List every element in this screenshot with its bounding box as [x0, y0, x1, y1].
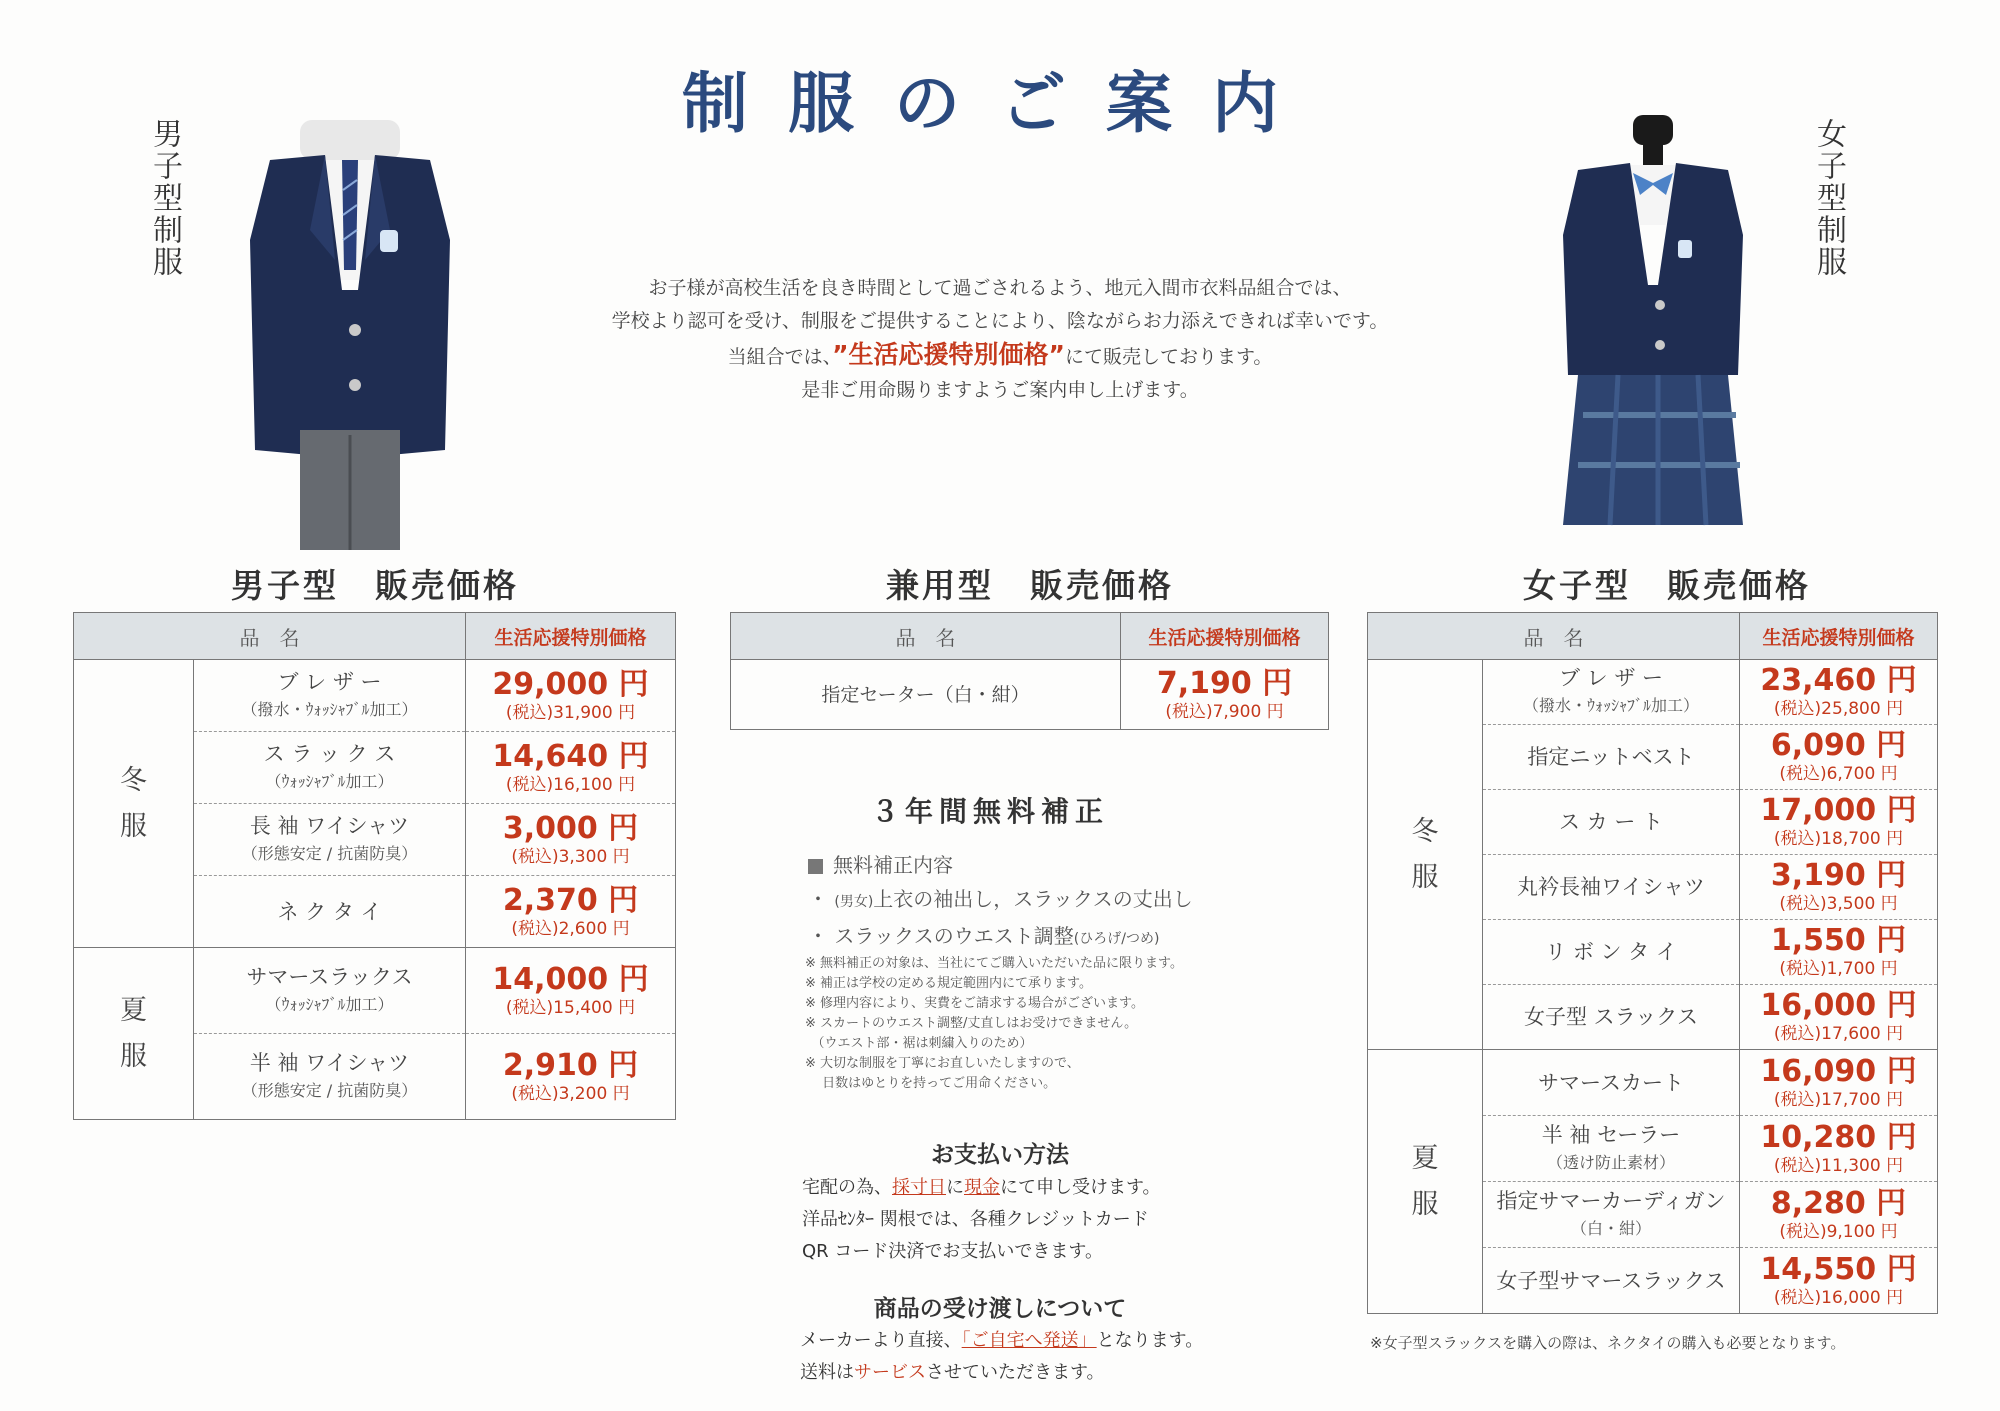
payment-line-1 — [802, 1172, 1161, 1204]
item-price-tax: (税込)16,000 円 — [1773, 1287, 1904, 1308]
female-photo-label: 女子型制服 — [1811, 118, 1846, 278]
item-price-cell — [1740, 1182, 1938, 1248]
item-sub: （透け防止素材） — [1546, 1152, 1675, 1172]
item-name: 丸衿長袖ワイシャツ — [1517, 875, 1705, 899]
table-row — [74, 948, 676, 1034]
item-name: ブ レ ザ ー — [277, 669, 382, 694]
table-header-row — [731, 613, 1329, 660]
item-price: 1,550 円 — [1770, 923, 1907, 958]
item-price: 2,910 円 — [502, 1047, 639, 1083]
item-price-tax: (税込)16,100 円 — [505, 774, 636, 795]
repair-list-header-text: 無料補正内容 — [833, 853, 953, 877]
repair-note: ※ 補正は学校の定める規定範囲内にて承ります。 — [805, 976, 1092, 991]
repair-item-1-prefix: (男女) — [834, 894, 874, 910]
female-price-heading: 女子型 販売価格 — [1523, 566, 1811, 605]
item-sub: （白・紺） — [1570, 1218, 1651, 1238]
table-header-row — [74, 613, 676, 660]
col-header-name: 品 名 — [731, 613, 1121, 660]
item-price: 6,090 円 — [1770, 728, 1907, 763]
item-price-tax: (税込)11,300 円 — [1773, 1155, 1904, 1176]
delivery-line-1 — [800, 1325, 1203, 1357]
item-price-cell — [466, 660, 676, 732]
delivery-body — [800, 1325, 1203, 1389]
item-price: 16,000 円 — [1760, 988, 1917, 1023]
item-name-cell — [1483, 920, 1740, 985]
male-photo-label: 男子型制服 — [147, 118, 182, 278]
item-name: 女子型 スラックス — [1523, 1005, 1699, 1029]
item-name-cell — [1483, 1050, 1740, 1116]
payment-line-2: 洋品ｾﾝﾀｰ 関根では、各種クレジットカード — [802, 1209, 1149, 1230]
repair-note: （ウエスト部・裾は刺繍入りのため） — [805, 1036, 1033, 1051]
male-price-table — [73, 612, 676, 1120]
special-price-highlight: ”生活応援特別価格” — [832, 340, 1065, 369]
payment-body — [802, 1172, 1161, 1268]
male-uniform-photo — [230, 120, 470, 550]
delivery-line-2-pre: 送料は — [800, 1362, 854, 1383]
item-price-tax: (税込)17,700 円 — [1773, 1089, 1904, 1110]
item-price-tax: (税込)7,900 円 — [1165, 701, 1284, 722]
item-price-tax: (税込)17,600 円 — [1773, 1024, 1904, 1044]
repair-note: 日数はゆとりを持ってご用命ください。 — [805, 1076, 1057, 1091]
delivery-line-1-post: となります。 — [1096, 1330, 1204, 1351]
table-header-row — [1368, 613, 1938, 660]
col-header-price: 生活応援特別価格 — [1121, 613, 1329, 660]
item-name: 長 袖 ワイシャツ — [249, 813, 410, 838]
item-price-cell — [466, 948, 676, 1034]
repair-note: ※ 大切な制服を丁寧にお直しいたしますので、 — [805, 1056, 1080, 1071]
item-price: 8,280 円 — [1770, 1185, 1907, 1221]
item-price-cell — [466, 1034, 676, 1120]
item-sub: （ｳｫｯｼｬﾌﾞﾙ加工） — [265, 994, 394, 1014]
item-price-tax: (税込)31,900 円 — [505, 702, 636, 723]
item-name: サマースラックス — [246, 964, 413, 989]
item-name: 指定セーター（白・紺） — [731, 660, 1121, 730]
item-price-cell — [466, 732, 676, 804]
item-price: 29,000 円 — [492, 666, 649, 702]
repair-list — [808, 848, 1193, 956]
item-name-cell — [1483, 725, 1740, 790]
item-price-cell — [1740, 725, 1938, 790]
item-sub: （形態安定 / 抗菌防臭） — [241, 1080, 418, 1100]
item-sub: （撥水・ｳｫｯｼｬﾌﾞﾙ加工） — [1522, 696, 1699, 715]
item-price-tax: (税込)3,200 円 — [511, 1083, 630, 1104]
female-price-table — [1367, 612, 1938, 1314]
repair-title: ３年間無料補正 — [870, 795, 1109, 828]
intro-line-3-pre: 当組合では、 — [727, 346, 833, 368]
item-price-tax: (税込)2,600 円 — [511, 918, 630, 939]
item-name-cell — [1483, 855, 1740, 920]
item-price-cell — [1740, 660, 1938, 725]
item-price-cell — [1740, 1050, 1938, 1116]
item-name-cell — [1483, 1182, 1740, 1248]
measure-day-text: 採寸日 — [892, 1177, 946, 1198]
item-price-tax: (税込)15,400 円 — [505, 997, 636, 1018]
square-bullet-icon — [808, 859, 823, 874]
male-winter-group — [74, 660, 676, 948]
payment-line-1-post: にて申し受けます。 — [1000, 1177, 1161, 1198]
item-name: サマースカート — [1538, 1070, 1684, 1095]
item-name: 半 袖 ワイシャツ — [249, 1050, 410, 1075]
item-price: 23,460 円 — [1760, 663, 1917, 698]
col-header-price: 生活応援特別価格 — [1740, 613, 1938, 660]
female-footnote: ※女子型スラックスを購入の際は、ネクタイの購入も必要となります。 — [1370, 1334, 1846, 1352]
item-name: 指定ニットベスト — [1527, 745, 1695, 769]
item-name: ス ラ ッ ク ス — [263, 741, 396, 766]
item-name: 女子型サマースラックス — [1496, 1268, 1726, 1293]
item-price-tax: (税込)3,300 円 — [511, 846, 630, 867]
delivery-title: 商品の受け渡しについて — [873, 1296, 1127, 1322]
repair-item-2: ・ スラックスのウエスト調整(ひろげ/つめ) — [808, 924, 1160, 948]
repair-item-1-text: 上衣の袖出し，スラックスの丈出し — [873, 887, 1193, 911]
item-name-cell — [194, 876, 466, 948]
unisex-price-table — [730, 612, 1329, 730]
item-name-cell — [1483, 660, 1740, 725]
item-price: 3,190 円 — [1770, 858, 1907, 893]
delivery-line-2-post: させていただきます。 — [926, 1362, 1105, 1383]
item-price-tax: (税込)25,800 円 — [1773, 699, 1904, 719]
item-price-cell — [1740, 1116, 1938, 1182]
item-name: 指定サマーカーディガン — [1496, 1188, 1726, 1213]
item-name-cell — [1483, 985, 1740, 1050]
item-name: ス カ ー ト — [1558, 810, 1664, 834]
repair-note: ※ スカートのウエスト調整/丈直しはお受けできません。 — [805, 1016, 1138, 1031]
repair-notes — [805, 954, 1183, 1094]
table-row — [1368, 660, 1938, 725]
col-header-price: 生活応援特別価格 — [466, 613, 676, 660]
item-price-cell — [1740, 985, 1938, 1050]
intro-text — [560, 272, 1440, 407]
payment-title: お支払い方法 — [931, 1142, 1069, 1168]
delivery-line-2 — [800, 1357, 1203, 1389]
repair-item-2-text: スラックスのウエスト調整 — [834, 924, 1074, 948]
season-label: 冬 服 — [74, 660, 194, 948]
payment-line-3: QR コード決済でお支払いできます。 — [802, 1241, 1103, 1262]
female-uniform-photo — [1548, 115, 1758, 535]
item-price: 17,000 円 — [1760, 793, 1917, 828]
item-price: 14,640 円 — [492, 738, 649, 774]
item-name: リ ボ ン タ イ — [1545, 940, 1677, 964]
item-price-tax: (税込)9,100 円 — [1779, 1221, 1898, 1242]
repair-note: ※ 無料補正の対象は、当社にてご購入いただいた品に限ります。 — [805, 956, 1183, 971]
item-price-cell — [1740, 1248, 1938, 1314]
item-name: 半 袖 セーラー — [1541, 1122, 1681, 1147]
item-name-cell — [194, 948, 466, 1034]
item-name-cell — [1483, 1116, 1740, 1182]
table-row — [1368, 1050, 1938, 1116]
item-price-cell — [1121, 660, 1329, 730]
season-label: 夏 服 — [1368, 1050, 1483, 1314]
item-name-cell — [194, 660, 466, 732]
col-header-name: 品 名 — [74, 613, 466, 660]
item-name: ネ ク タ イ — [277, 899, 382, 924]
item-name-cell — [194, 804, 466, 876]
item-sub: （撥水・ｳｫｯｼｬﾌﾞﾙ加工） — [241, 699, 418, 719]
item-name-cell — [1483, 790, 1740, 855]
item-price: 16,090 円 — [1760, 1053, 1917, 1089]
female-summer-group — [1368, 1050, 1938, 1314]
item-price: 14,000 円 — [492, 961, 649, 997]
intro-line-3 — [560, 338, 1440, 374]
item-name: ブ レ ザ ー — [1558, 666, 1664, 690]
home-delivery-text: 「ご自宅へ発送」 — [961, 1330, 1097, 1351]
item-price-tax: (税込)1,700 円 — [1779, 959, 1898, 979]
item-price-cell — [466, 876, 676, 948]
item-sub: （ｳｫｯｼｬﾌﾞﾙ加工） — [265, 771, 394, 791]
table-row — [731, 660, 1329, 730]
male-price-heading: 男子型 販売価格 — [231, 566, 519, 605]
male-summer-group — [74, 948, 676, 1120]
item-price: 10,280 円 — [1760, 1119, 1917, 1155]
intro-line-1: お子様が高校生活を良き時間として過ごされるよう、地元入間市衣料品組合では、 — [648, 277, 1352, 299]
item-price: 3,000 円 — [502, 810, 639, 846]
item-price-tax: (税込)3,500 円 — [1779, 894, 1898, 914]
item-name-cell — [194, 1034, 466, 1120]
item-price-tax: (税込)6,700 円 — [1779, 764, 1898, 784]
intro-line-4: 是非ご用命賜りますようご案内申し上げます。 — [801, 379, 1199, 401]
item-price: 2,370 円 — [502, 882, 639, 918]
col-header-name: 品 名 — [1368, 613, 1740, 660]
item-name-cell — [194, 732, 466, 804]
item-price-cell — [1740, 920, 1938, 985]
unisex-price-heading: 兼用型 販売価格 — [886, 566, 1174, 605]
item-price-cell — [466, 804, 676, 876]
free-shipping-text: サービス — [854, 1362, 926, 1383]
payment-line-1-mid: に — [946, 1177, 964, 1198]
intro-line-3-post: にて販売しております。 — [1064, 346, 1273, 368]
cash-text: 現金 — [964, 1177, 1000, 1198]
repair-item-2-suffix: (ひろげ/つめ) — [1073, 931, 1160, 947]
page-title: 制服のご案内 — [682, 64, 1318, 142]
table-row — [74, 660, 676, 732]
repair-note: ※ 修理内容により、実費をご請求する場合がございます。 — [805, 996, 1144, 1011]
item-sub: （形態安定 / 抗菌防臭） — [241, 843, 418, 863]
item-price-cell — [1740, 855, 1938, 920]
season-label: 夏 服 — [74, 948, 194, 1120]
intro-line-2: 学校より認可を受け、制服をご提供することにより、陰ながらお力添えできれば幸いです。 — [611, 310, 1389, 332]
repair-list-header — [808, 848, 1193, 882]
item-name-cell — [1483, 1248, 1740, 1314]
item-price: 14,550 円 — [1760, 1251, 1917, 1287]
item-price-cell — [1740, 790, 1938, 855]
item-price: 7,190 円 — [1156, 665, 1293, 701]
item-price-tax: (税込)18,700 円 — [1773, 829, 1904, 849]
female-winter-group — [1368, 660, 1938, 1050]
repair-item-1: ・ (男女)上衣の袖出し，スラックスの丈出し — [808, 887, 1193, 911]
delivery-line-1-pre: メーカーより直接、 — [800, 1330, 962, 1351]
payment-line-1-pre: 宅配の為、 — [802, 1177, 892, 1198]
season-label: 冬 服 — [1368, 660, 1483, 1050]
